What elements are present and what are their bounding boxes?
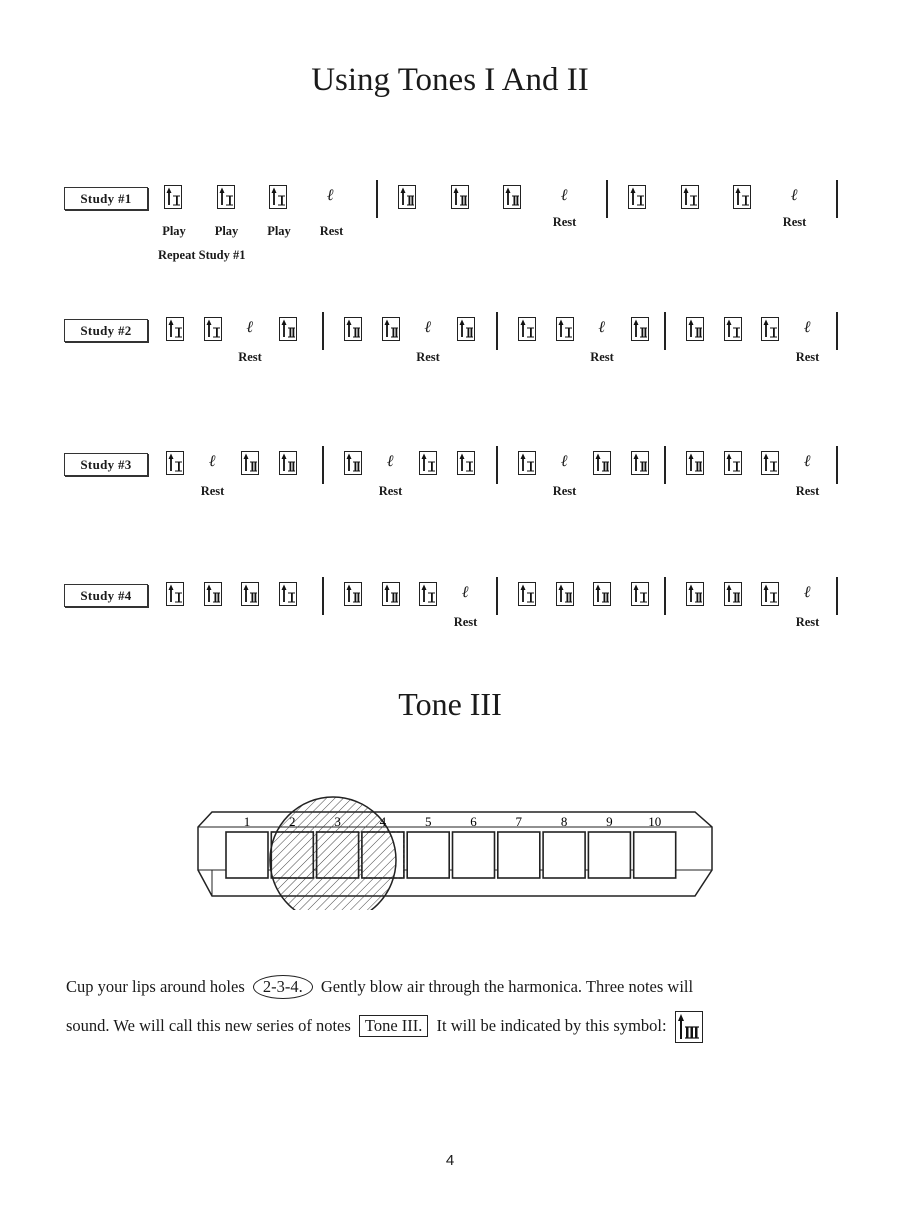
text-cup-lips: Cup your lips around holes [66,977,245,996]
study-staff-2 [0,310,900,430]
bar-line [376,180,378,218]
hole-number: 5 [424,814,432,829]
tone-i-note-icon [419,451,437,475]
play-label: Play [267,224,291,238]
tone-i-note-icon [164,185,182,209]
harmonica-hole [543,832,585,878]
tone-ii-note-icon [631,451,649,475]
rest-label: Rest [453,615,478,629]
tone-i-note-icon [628,185,646,209]
rest-icon: ℓ [598,319,606,336]
page-number: 4 [445,1152,455,1169]
bar-line [496,577,498,615]
paragraph-line-2 [66,1011,703,1043]
tone-i-note-icon [518,317,536,341]
hole-number: 7 [515,814,523,829]
tone-ii-note-icon [724,582,742,606]
tone-i-note-icon [724,317,742,341]
section-title-tone-3: Tone III [398,686,502,722]
harmonica-hole [588,832,630,878]
tone-i-note-icon [166,317,184,341]
tone-ii-note-icon [398,185,416,209]
repeat-label: Repeat Study #1 [158,248,246,262]
rest-label: Rest [795,615,820,629]
hole-number: 10 [648,814,662,829]
rest-icon: ℓ [804,319,811,336]
paragraph-line-1 [66,975,693,999]
tone-i-note-icon [733,185,751,209]
tone-ii-note-icon [686,582,704,606]
bar-line [496,446,498,484]
tone-ii-note-icon [241,451,259,475]
rest-icon: ℓ [561,187,568,204]
tone-i-note-icon [217,185,235,209]
tone-i-note-icon [681,185,699,209]
harmonica-hole [407,832,449,878]
rest-icon: ℓ [327,187,334,204]
hole-number: 3 [334,814,341,829]
bar-line [606,180,608,218]
harmonica-hole [498,832,540,878]
play-label: Rest [319,224,344,238]
bar-line [322,312,324,350]
end-bar-line [836,446,838,484]
tone-i-note-icon [166,582,184,606]
tone-ii-note-icon [344,582,362,606]
bar-line [322,577,324,615]
hole-number: 1 [243,814,251,829]
rest-icon: ℓ [387,453,394,470]
tone-ii-note-icon [503,185,521,209]
tone-ii-note-icon [344,317,362,341]
tone-ii-note-icon [556,582,574,606]
tone-i-note-icon [631,582,649,606]
tone-ii-note-icon [382,317,400,341]
study-label-box: Study #3 [64,453,148,476]
rest-icon: ℓ [804,584,811,601]
study-staff-4 [0,575,900,695]
bar-line [322,446,324,484]
tone-i-note-icon [761,582,779,606]
tone-i-note-icon [204,317,222,341]
text-symbol: It will be indicated by this symbol: [436,1015,667,1035]
bar-line [496,312,498,350]
tone-ii-note-icon [279,451,297,475]
rest-icon: ℓ [804,453,811,470]
text-series: sound. We will call this new series of notes [66,1015,351,1035]
text-blow-air: Gently blow air through the harmonica. Three notes will [320,977,694,996]
harmonica-hole [634,832,676,878]
rest-label: Rest [378,484,403,498]
hole-number: 2 [289,814,296,829]
tone-ii-note-icon [457,317,475,341]
play-label: Play [162,224,186,238]
tone-ii-note-icon [451,185,469,209]
study-staff-3 [0,444,900,564]
harmonica-diagram [190,790,720,910]
tone-ii-note-icon [204,582,222,606]
tone-ii-note-icon [279,317,297,341]
tone-i-note-icon [269,185,287,209]
tone-ii-note-icon [631,317,649,341]
rest-icon: ℓ [561,453,568,470]
tone-ii-note-icon [382,582,400,606]
rest-icon: ℓ [791,187,798,204]
bar-line [664,312,666,350]
tone-i-note-icon [761,451,779,475]
rest-label: Rest [416,350,440,364]
study-label-box: Study #2 [64,319,148,342]
study-label-box: Study #4 [64,584,148,607]
tone-i-note-icon [166,451,184,475]
tone-i-note-icon [518,582,536,606]
tone-i-note-icon [419,582,437,606]
tone-ii-note-icon [686,317,704,341]
tone-iii-symbol-icon [675,1011,703,1043]
end-bar-line [836,312,838,350]
rest-label: Rest [552,215,577,229]
rest-label: Rest [238,350,262,364]
rest-label: Rest [590,350,614,364]
bar-line [664,577,666,615]
tone-iii-box: Tone III. [359,1015,428,1037]
section-title-tones-1-2: Using Tones I And II [311,62,589,98]
rest-label: Rest [795,484,820,498]
study-label-box: Study #1 [64,187,148,210]
tone-ii-note-icon [593,451,611,475]
tone-ii-note-icon [344,451,362,475]
rest-label: Rest [200,484,225,498]
tone-i-note-icon [457,451,475,475]
tone-ii-note-icon [686,451,704,475]
tone-i-note-icon [279,582,297,606]
tone-ii-note-icon [593,582,611,606]
rest-icon: ℓ [246,319,254,336]
rest-label: Rest [552,484,577,498]
tone-ii-note-icon [241,582,259,606]
harmonica-hole [453,832,495,878]
study-staff-1 [0,178,900,298]
play-label: Play [214,224,239,238]
end-bar-line [836,577,838,615]
end-bar-line [836,180,838,218]
harmonica-hole [226,832,268,878]
rest-icon: ℓ [209,453,216,470]
tone-i-note-icon [518,451,536,475]
tone-i-note-icon [724,451,742,475]
bar-line [664,446,666,484]
hole-number: 9 [606,814,613,829]
hole-number: 4 [379,814,387,829]
hole-number: 6 [470,814,477,829]
tone-i-note-icon [761,317,779,341]
hole-number: 8 [560,814,568,829]
tone-i-note-icon [556,317,574,341]
rest-icon: ℓ [424,319,432,336]
rest-label: Rest [795,350,820,364]
rest-icon: ℓ [462,584,469,601]
holes-oval: 2-3-4. [253,975,313,999]
rest-label: Rest [782,215,807,229]
